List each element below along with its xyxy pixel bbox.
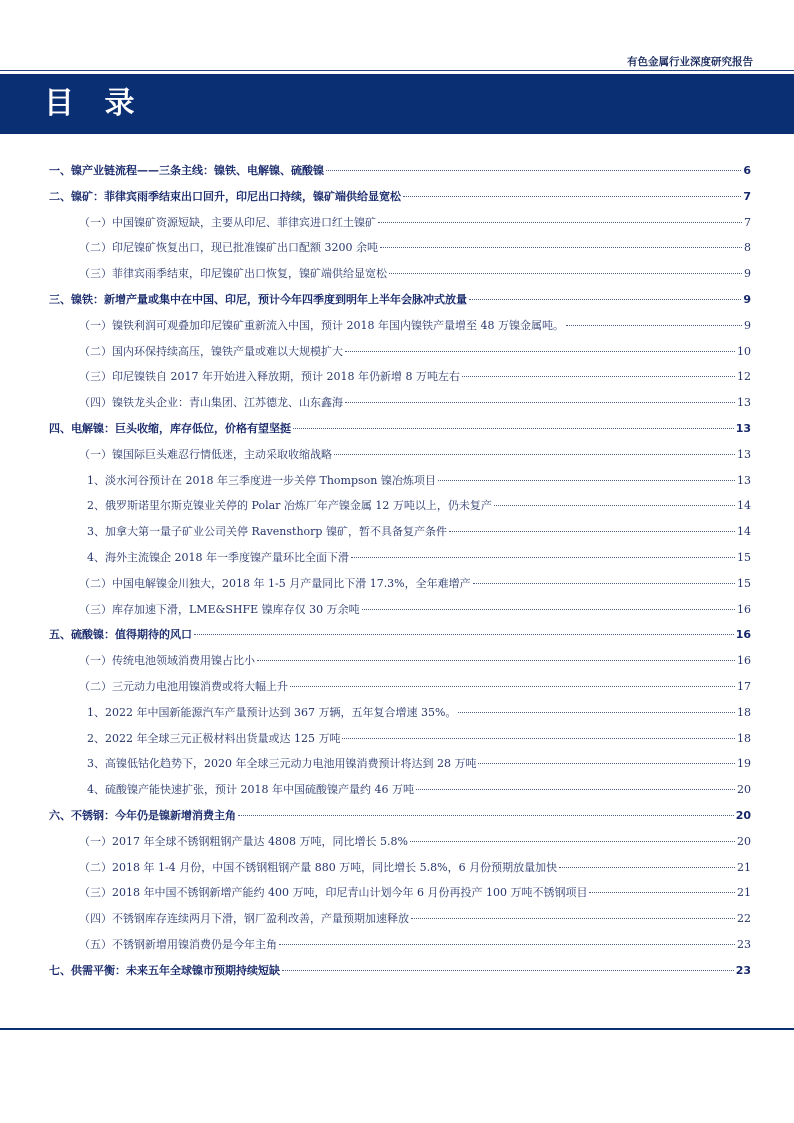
toc-entry[interactable]: [49, 884, 751, 910]
toc-dot-leader: [282, 969, 734, 971]
toc-dot-leader: [362, 608, 735, 610]
toc-entry[interactable]: [49, 239, 751, 265]
toc-entry[interactable]: [49, 859, 751, 885]
toc-dot-leader: [345, 401, 735, 403]
toc-page-number: 18: [737, 705, 751, 719]
toc-entry[interactable]: [49, 446, 751, 472]
toc-dot-leader: [462, 375, 735, 377]
toc-entry[interactable]: [49, 523, 751, 549]
toc-page-number: 7: [743, 189, 751, 203]
toc-dot-leader: [411, 917, 735, 919]
toc-dot-leader: [478, 762, 735, 764]
toc-entry[interactable]: [49, 652, 751, 678]
toc-dot-leader: [559, 866, 735, 868]
page-title: 目 录: [44, 86, 145, 121]
toc-entry-title: （一）镍国际巨头难忍行情低迷，主动采取收缩战略: [79, 447, 332, 461]
toc-entry[interactable]: [49, 678, 751, 704]
toc-dot-leader: [473, 582, 735, 584]
toc-entry[interactable]: [49, 265, 751, 291]
toc-entry-title: 六、不锈钢：今年仍是镍新增消费主角: [49, 808, 236, 822]
toc-page-number: 8: [744, 241, 751, 255]
toc-entry[interactable]: [49, 575, 751, 601]
title-banner: [0, 74, 794, 134]
toc-entry[interactable]: [49, 626, 751, 652]
toc-page-number: 20: [737, 834, 751, 848]
toc-dot-leader: [290, 685, 735, 687]
toc-page-number: 13: [737, 473, 751, 487]
toc-entry-title: 4、硫酸镍产能快速扩张，预计 2018 年中国硫酸镍产量约 46 万吨: [87, 783, 414, 797]
toc-entry-title: （三）库存加速下滑，LME&SHFE 镍库存仅 30 万余吨: [79, 602, 360, 616]
document-type-label: 有色金属行业深度研究报告: [627, 56, 753, 68]
toc-dot-leader: [403, 195, 741, 197]
toc-entry[interactable]: [49, 601, 751, 627]
toc-dot-leader: [345, 350, 735, 352]
toc-dot-leader: [194, 633, 734, 635]
toc-page-number: 14: [737, 525, 751, 539]
toc-page-number: 14: [737, 499, 751, 513]
toc-entry-title: 二、镍矿：菲律宾雨季结束出口回升，印尼出口持续，镍矿端供给显宽松: [49, 189, 401, 203]
toc-page-number: 13: [735, 421, 751, 435]
toc-entry-title: 2、俄罗斯诺里尔斯克镍业关停的 Polar 冶炼厂年产镍金属 12 万吨以上，仍未复产: [87, 499, 492, 513]
toc-dot-leader: [438, 479, 735, 481]
toc-page-number: 12: [737, 370, 751, 384]
toc-page-number: 20: [735, 808, 751, 822]
toc-entry-title: 三、镍铁：新增产量或集中在中国、印尼，预计今年四季度到明年上半年会脉冲式放量: [49, 292, 467, 306]
toc-entry-title: （一）传统电池领域消费用镍占比小: [79, 654, 255, 668]
toc-entry-title: 3、加拿大第一量子矿业公司关停 Ravensthorp 镍矿，暂不具备复产条件: [87, 525, 447, 539]
toc-page-number: 9: [744, 318, 751, 332]
toc-entry[interactable]: [49, 368, 751, 394]
toc-page-number: 17: [737, 679, 751, 693]
toc-dot-leader: [458, 711, 735, 713]
toc-entry[interactable]: [49, 472, 751, 498]
toc-page-number: 23: [737, 937, 751, 951]
toc-entry[interactable]: [49, 833, 751, 859]
toc-entry[interactable]: [49, 549, 751, 575]
toc-dot-leader: [389, 272, 742, 274]
header-divider: [0, 70, 794, 71]
toc-entry-title: 五、硫酸镍：值得期待的风口: [49, 628, 192, 642]
toc-entry[interactable]: [49, 730, 751, 756]
toc-entry-title: （二）中国电解镍金川独大，2018 年 1-5 月产量同比下滑 17.3%，全年难增产: [79, 576, 471, 590]
toc-entry[interactable]: [49, 162, 751, 188]
toc-page-number: 9: [744, 267, 751, 281]
toc-entry[interactable]: [49, 420, 751, 446]
toc-page-number: 6: [743, 164, 751, 177]
toc-entry-title: （二）国内环保持续高压，镍铁产量或难以大规模扩大: [79, 344, 343, 358]
toc-dot-leader: [380, 246, 742, 248]
toc-entry-title: （三）2018 年中国不锈钢新增产能约 400 万吨，印尼青山计划今年 6 月份再投产 100 万吨不锈钢项目: [79, 886, 588, 900]
toc-page-number: 13: [737, 396, 751, 410]
toc-dot-leader: [469, 298, 741, 300]
toc-entry-title: （四）不锈钢库存连续两月下滑，钢厂盈利改善，产量预期加速释放: [79, 912, 409, 926]
toc-page-number: 15: [737, 550, 751, 564]
toc-entry-title: （二）三元动力电池用镍消费或将大幅上升: [79, 679, 288, 693]
toc-page-number: 23: [735, 963, 751, 977]
toc-page-number: 18: [737, 731, 751, 745]
toc-page-number: 16: [737, 654, 751, 668]
toc-entry-title: （四）镍铁龙头企业：青山集团、江苏德龙、山东鑫海: [79, 396, 343, 410]
toc-entry[interactable]: [49, 704, 751, 730]
toc-dot-leader: [449, 530, 735, 532]
toc-page-number: 22: [737, 912, 751, 926]
toc-entry[interactable]: [49, 317, 751, 343]
toc-entry[interactable]: [49, 936, 751, 962]
toc-entry[interactable]: [49, 394, 751, 420]
toc-entry[interactable]: [49, 910, 751, 936]
toc-entry[interactable]: [49, 962, 751, 988]
toc-page-number: 21: [737, 860, 751, 874]
toc-entry-title: 四、电解镍：巨头收缩，库存低位，价格有望坚挺: [49, 421, 291, 435]
toc-entry-title: （三）菲律宾雨季结束，印尼镍矿出口恢复，镍矿端供给显宽松: [79, 267, 387, 281]
toc-dot-leader: [566, 324, 742, 326]
toc-dot-leader: [416, 788, 735, 790]
toc-page-number: 20: [737, 783, 751, 797]
toc-entry-title: 1、淡水河谷预计在 2018 年三季度进一步关停 Thompson 镍冶炼项目: [87, 473, 436, 487]
toc-entry-title: 2、2022 年全球三元正极材料出货量或达 125 万吨: [87, 731, 341, 745]
toc-dot-leader: [257, 659, 735, 661]
toc-dot-leader: [410, 840, 735, 842]
table-of-contents: [49, 162, 751, 988]
toc-page-number: 16: [735, 628, 751, 642]
toc-entry-title: （二）印尼镍矿恢复出口，现已批准镍矿出口配额 3200 余吨: [79, 241, 378, 255]
toc-entry-title: 1、2022 年中国新能源汽车产量预计达到 367 万辆，五年复合增速 35%。: [87, 705, 457, 719]
footer-divider: [0, 1028, 794, 1030]
toc-entry-title: （一）2017 年全球不锈钢粗钢产量达 4808 万吨，同比增长 5.8%: [79, 834, 408, 848]
toc-dot-leader: [494, 504, 735, 506]
toc-page-number: 10: [737, 344, 751, 358]
toc-entry-title: （三）印尼镍铁自 2017 年开始进入释放期，预计 2018 年仍新增 8 万吨左右: [79, 370, 460, 384]
toc-entry-title: （一）镍铁利润可观叠加印尼镍矿重新流入中国，预计 2018 年国内镍铁产量增至 48 万镍金属吨。: [79, 318, 564, 332]
toc-entry[interactable]: [49, 343, 751, 369]
toc-entry-title: 一、镍产业链流程——三条主线：镍铁、电解镍、硫酸镍: [49, 164, 324, 177]
toc-entry[interactable]: [49, 781, 751, 807]
toc-dot-leader: [351, 556, 735, 558]
toc-dot-leader: [279, 943, 735, 945]
toc-entry-title: （一）中国镍矿资源短缺，主要从印尼、菲律宾进口红土镍矿: [79, 215, 376, 229]
toc-page-number: 15: [737, 576, 751, 590]
toc-page-number: 19: [737, 757, 751, 771]
toc-entry[interactable]: [49, 291, 751, 317]
toc-page-number: 9: [743, 292, 751, 306]
toc-dot-leader: [589, 891, 735, 893]
toc-dot-leader: [334, 453, 735, 455]
toc-entry-title: 4、海外主流镍企 2018 年一季度镍产量环比全面下滑: [87, 550, 349, 564]
toc-dot-leader: [326, 169, 741, 171]
toc-dot-leader: [238, 814, 734, 816]
toc-dot-leader: [342, 737, 735, 739]
toc-page-number: 7: [744, 215, 751, 229]
toc-entry-title: 七、供需平衡：未来五年全球镍市预期持续短缺: [49, 963, 280, 977]
toc-page-number: 16: [737, 602, 751, 616]
toc-entry[interactable]: [49, 214, 751, 240]
toc-entry-title: 3、高镍低钴化趋势下，2020 年全球三元动力电池用镍消费预计将达到 28 万吨: [87, 757, 477, 771]
toc-entry-title: （五）不锈钢新增用镍消费仍是今年主角: [79, 937, 277, 951]
toc-dot-leader: [293, 427, 734, 429]
toc-dot-leader: [378, 221, 742, 223]
toc-entry[interactable]: [49, 807, 751, 833]
toc-page-number: 13: [737, 447, 751, 461]
toc-entry-title: （二）2018 年 1-4 月份，中国不锈钢粗钢产量 880 万吨，同比增长 5.8%，6 月份预期放量加快: [79, 860, 558, 874]
toc-entry[interactable]: [49, 188, 751, 214]
toc-page-number: 21: [737, 886, 751, 900]
toc-entry[interactable]: [49, 497, 751, 523]
toc-entry[interactable]: [49, 755, 751, 781]
